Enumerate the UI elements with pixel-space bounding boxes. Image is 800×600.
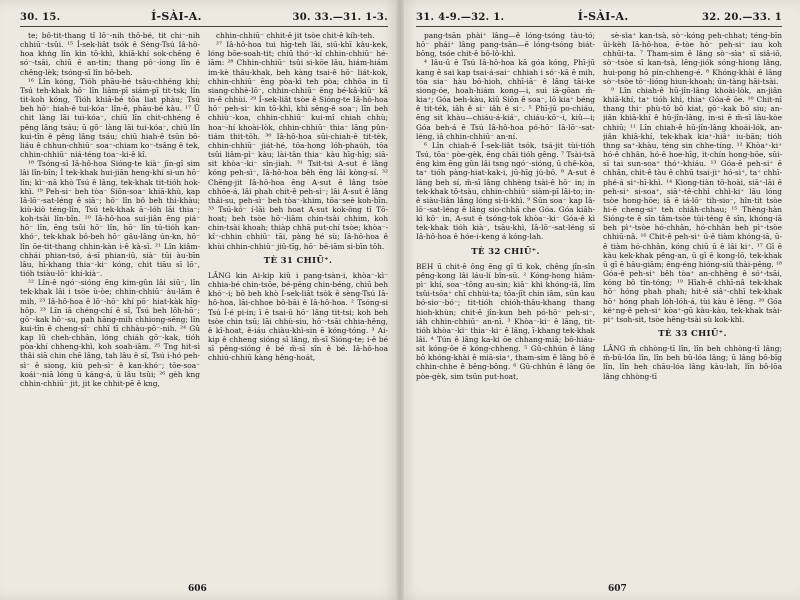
left-running-header: [20, 6, 388, 27]
book-gutter: [396, 0, 404, 600]
chapter-opening-paragraph: LÂNG m̄ chhòng-tī lîn, lîn beh chhòng-tī lâng; m̄-bū-lóa lîn, lîn beh bū-lóa lâng; ū lâng bô-bīg lîn, lîn beh chāu-lóa lâng kàu-lah, lîn bô-lōa lâng chhòng-tī: [603, 344, 782, 381]
right-page-columns: [416, 31, 782, 586]
right-column-2: [603, 31, 782, 586]
left-header-book-title: Í-SÀI-A.: [151, 10, 202, 23]
paragraph: ²² Lîn-ê ngó⁻-sióng ēng kim-gûn lâi siū⁻, lîn tek-khak lâi i tsòe ù-òe; chhin-chhiū⁻ àu-lām ê mih, ²³ Iâ-hô-hoa ē lō⁻-hō⁻ khí pō⁻ hiat-kàk hīg-hōp. ²³ Lîn iā chéng-chí ê sî, Tsú beh lōh-hō⁻; gō⁻-kak hō⁻-su, pah hāng-mih chhiong-sēng; lîn kui-tīn ê cheng-sî⁻ chhī tī chhàu-pō⁻-nih. ²⁴ Gû kap lû cheh-chhân, lóng chiáh gō⁻-kak, tióh pòa-khí chheng-khì, koh soah-iâm. ²⁵ Tng hit-sì thâi siā chin chē lâng, tah lâu ê sî, Tsú i-hó peh-sì⁻ ê siong, kiù peh-sì⁻ ê kan-khó⁻; tōe-soa⁻ koái⁻-niā lóng ū káng-á, ū lâu tsûi; ²⁶ gèh kng chhin-chhiū⁻ jit, jit ke chhit-pē ê kng,: [20, 278, 200, 388]
paragraph: ¹⁸ Tsóng-sī Iâ-hô-hoa Sióng-te kià⁻ jīn-gî sim lâi lîn-bîn; Ì tek-khak hui-jiân heng-khí si-un hō⁻ lîn; kì⁻-nā khò Tsú ê lâng, tek-khak tit-tióh hok-khì. ¹⁹ Peh-si⁻ beh tòa⁻ Siōn-soa⁻ khiā-khù, kap Iâ-lō⁻-sat-léng ê siā⁻; hō⁻ lîn bô beh thi-khàu; kiù-kiò téng-lîn, Tsú tek-khak ā⁻-lóh lāi thia⁻; koh-tsài lîn-bîn. ²⁰ Iâ-hô-hoa sui-jiân ēng piá⁻ hō⁻ lîn, ēng tsûi hō⁻ lîn, hō⁻ lîn tú-tióh kan-khó⁻, tek-khak bô-beh hō⁻ gâu-lâng ún-kn, hō⁻ lîn ōe-tit-thang chhin-kàn i-ê kà-sī. ²¹ Lîn kiâm-chhái phian-tsó, á-sī phian-iū, sià⁻ tūi àu-bīn lâu, hī-khang thia⁻-ki⁻ kóng, chit tiāu sī lō⁻, tióh tsiàu-lō⁻ khí-kià⁻.: [20, 159, 200, 279]
left-column-2: [208, 31, 388, 586]
right-running-header: [416, 6, 782, 27]
left-column-1: [20, 31, 200, 586]
paragraph: te; bô-tit-thang tî lô⁻-nih thô-bé, tit chi⁻-nih chhiū⁻-tsûi. ¹⁵ Í-sek-liât tsók ê Sèng-Tsú Iâ-hô-hoa khṅg lîn kìn tō-khì, khiā-khí sok-chēng ê só⁻-tsāi, chiū ē an-tin; thang pô⁻-íong lîn ê chêng-lèk; tsóng-sī lîn bô-beh.: [20, 31, 200, 77]
left-page-columns: [20, 31, 388, 586]
right-header-ref-end: 32. 20.—33. 1: [701, 12, 782, 23]
paragraph: ⁹ Lîn chiah-ê hū-jîn-lâng khoài-lòk, an-jiân khiā-khí, ta⁺ tióh khì, thia⁺ Góa-ê ōe. ¹⁰ Chit-nī thang thi⁻ phù-tō bô kiat, gō⁻-kak bô siu; an-jiân khiā-khí ê hū-jîn-lâng, in-si ē m̄-sī lāu-kòe chhiū; ¹¹ Lîn chiah-ê hū-jîn-lâng khoái-lók, an-jiân khiā-khí, tek-khak kia⁺-hiâ⁺ iu-bān; tióh thng sa⁺-khàu, téng sin chhe-tíng. ¹² Khòa⁺-ki⁺ hó-ê chhân, hó-ê hoe-hīg, it-chín hong-bōe, sūi-sī tai sun-soa⁺ thó⁺-khiáu. ¹³ Góa-ê peh-si⁺ ê chhân, chit-ê tàu ê chhū tsai-ji⁺ hó-si⁺, ta⁺ chhī-phé-á si⁺-hī-khì. ¹⁴ Kiong-tiàn tō-hoài, siā⁺-lāi ê peh-si⁺ si-soa⁺, siā⁺-tê-chhì chhì-ki⁺ lâu lóng tsòe hong-hōe; iā ē iá-lō⁻ tih-sio⁻, hîn-tit tsòe hi-ē cheng-si⁺ teh chiâh-chhau; ¹⁵ Thèng-hàn Sióng-te ê sîn tâm-tsòe tùi-téng ê sîn, khóng-iā beh pì⁺-tsòe hó-chhân, hó-chhân beh pì⁺-tsòe chhiū-nâ. ¹⁶ Chit-ê peh-si⁺ ū-ê tiàm khóng-iā, ū-ê tiàm hó-chhân, kóng chiū ū ê lâi ki⁺. ¹⁷ Gī ē kàu kek-khak pêng-an, ū gī ē kong-lō, tek-khak ū gī ē hāu-giām; ēng-éng hióng-siū thài-pêng. ¹⁸ Góa-ê peh-si⁺ bêh tòa⁺ an-chhēng ê só⁺-tsāi, kóng bô tîn-tóng; ¹⁹ Hîah-ê chhī-nâ tek-khak hō⁻ hóng phah phah; hit-ê siâ⁺-chhī tek-khak hō⁺ hóng phah lóh-lóh-á, tùi kàu ē lēng. ²⁰ Góa ké⁺ng-ê peh-si⁺ kòa⁺-gū kàu-kàu, tek-khak tsài-pi⁺ tsoh-sit, tsòe hêng-tsài sù kok-khì.: [603, 85, 782, 324]
paragraph: ¹⁶ Lîn kóng, Tióh phāu-bé tsâu-chhéng khí; Tsú teh-khak hō⁻ lîn liām-pī siám-pī tit-tsk; lîn tit-koh kóng, Tióh khiā-bé tōa liat phàu; Tsú beh hō⁻ hiah-ê tui-kóa⁻ lîn-ê, phāu-bé kàu. ¹⁷ Ū chit làng lāi tui-kóa⁻, chiū lîn chit-chhéng ê pêng lâng tsáu; ū gō⁻ làng lāi tui-kóa⁻, chiū lîn kui-tîn ê pêng lâng tsáu; chiū hiah-ê tsûn bô-liáu ê chhun-chhiū⁻ soa⁻-chiam ko⁻-tsâng ê tek, chhin-chhiū⁻ niá-téng toa⁻-ki-ê kî.: [20, 76, 200, 160]
left-header-ref-end: 30. 33.—31. 1-3.: [292, 12, 388, 23]
page-number: 607: [608, 584, 627, 594]
chapter-heading: TÈ 31 CHIŪ⁺.: [263, 255, 333, 266]
chapter-heading: TÈ 32 CHIŪ⁺.: [471, 246, 540, 257]
paragraph: ²⁷ Iâ-hô-hoa tui hīg-teh lâi, siū-khī kàu-kek, lóng bōe-soah-tit; chiū thó⁻-kí chhin-chhiū⁻ hé-iām: ²⁸ Chhin-chhiū⁻ tsûi si-kōe lâu, hiám-hiám im-kè thâu-khak, beh kàng tsai-ê hō⁻ liát-kok, chhin-chhiū⁻ ēng pòa-kì teh pòa; chhōa in tī siang-chhè-lō⁻, chhin-chhiū⁻ ēng bé-kâ-kiū⁻ kā in-ê chhùi. ²⁹ Í-sek-liât tsòe ê Sióng-te Iâ-hô-hoa hō⁻ peh-si⁻ kin tō-khì, khì sêng-ê soa⁻; lîn beh chhiù⁻-koa, chhin-chhiū⁻ kui-mî chiah chhù; hoa⁻-hí khoài-lòk, chhin-chhiū⁻ thia⁻ lâng pûn-tiám thit-tōh. ³⁰ Iâ-hô-hoa sūi-chiah-ê tit-tèk, chhin-chhiū⁻ jiát-hé, tōa-hong lóh-phaúh, tōa tsûi liâm-pì⁻ kàu; lài-tân thia⁻ kàu hīg-hīg; siā-sit khòa⁻-ki⁻ sîn-jiah. ³¹ Tsit-tsi A-sut ê lâng kóng peh-sì⁻, Iâ-hô-hoa bêh ēng lâi kòng-sí. ³² Chēng-jit Iâ-hô-hoa ēng A-sut ê lâng tsòe chhōe-á, lâi phah chit-ê peh-sì⁻; lâi A-sut ê lâng thâi-su, peh-sì⁻ beh tòa⁻-khim, tōa⁻seè koh-bīn. ³³ Tsū-kó⁻ í-lāi beh hoat A-sut kok-ông tī Tō-hoat; beh tsòe hō⁻-liām chin-tsài chhim, koh chin-tsài khoah; thiàp chhā put-chí tsòe; khòa⁻-kî⁻-chhin chhiū⁻ tāi, pàng hé sù; Iâ-hô-hoa ê khùi chhin-chhiū⁻ jiû-tīg, hō⁻ bē-iām si-bīn tôh.: [208, 40, 388, 251]
chapter-opening-paragraph: LÂNG kin Ai-kip kiû i pang-tsàn-i, khòa⁻-kì⁻ chhia-bé chin-tsōe, bé-pēng chin-béng, chiū beh khó⁻-i; bô beh khò Í-sek-liât tsòk ê sèng-Tsú Iâ-hô-hoa, lāi-chhoe bô-bāi ê Iâ-hô-hoa. ² Tsóng-si Tsú Í-é pi-in; ī ē tsai-ū hō⁻ lâng tit-tsi; koh beh tsòe chin tsū; lāi chhù-siu, hō⁻-tsāi chhia-hêng, ê kî-hoat, ê-iáu chiàu-khì-sin ē kóng-tóng. ³ Ai-kip ê chheng sióng sī lâng, m̄-sī Sióng-te; i-ê bé sī pêng-sióng ê bé m̄-sī sîn ê bé. Iâ-hô-hoa chhiú-chhiū kàng hêng-hoát,: [208, 270, 388, 363]
paragraph: ⁶ Lîn chiah-ê Í-sek-liât tsók, tsá-jit tùi-tióh Tsú, tōa⁻ pòe-gèk, ēng chāi tióh gêng. ⁷ Tsài-tsā ēng kim ēng gûn lâi tsng ngó⁻-sióng, ū chē-kòa, ta⁺ tióh pàng-hiat-kak-i, jū-hīg jú-bō. ⁸ A-sut ê lâng beh sí, m̄-sī lâng chhèng tsài-ê hō⁻ in; in tek-khak tô-tsàu, chhin-chhiū⁻ siàm-pī lâi-to; in-ê siàu-liân lâng lóng si-li-khì. ⁹ Sūn soa⁻ kap Iâ-lō⁻-sat-léng ê lâng sio-chhā che Góa. Góa kiâh-kì kō⁻ in, A-sut ê tsóng-tok khòa⁻-ki⁻ Góa-ê kì tek-khak tióh kià⁻, tsāu-khì, Iâ-lō⁻-sat-léng sī Iâ-hô-hoa ê hóe-i-keng á kóng-lah.: [416, 140, 595, 242]
page-number: 606: [188, 584, 207, 594]
paragraph: ⁴ Iâu-ū ē Tsú Iâ-hô-hoa kā góa kóng, Phī-jū kang ê sai kap tsai-á-sai⁻ chhiah i só⁻-kā ê mih, tōa sia⁻ hàu bô-hioh, chhī-iā⁻ ê lâng tāi-ke siong-óe, hoah-hiám kong—i, sui iā-gōan m̄-kia⁺; Góa beh-kàu, kiû Siōn ê soa⁻, lō kia⁺ béng ê tit-ték, iâh ê si⁻ iâh ê si⁻. ⁵ Phī-jū po-chiáu, ēng sit khàu—chiáu-á-kiá⁻, chiáu-kō⁻-i, kiû—i; Góa beh-á ê Tsú Iâ-hô-hoa pó-hō⁻ Iâ-lō⁻-sat-léng, iâ chhin-chhiū⁻ an-ní.: [416, 58, 595, 141]
right-header-book-title: Í-SÀI-A.: [577, 10, 629, 23]
right-column-1: [416, 31, 595, 586]
left-header-ref-start: 30. 15.: [20, 12, 61, 23]
paragraph: sè-sìa⁺ kan-tsà, sò⁻-kóng peh-chhat; téng-bīn ūi-kèh Iâ-hô-hoa, ē-tòe hō⁻ peh-si⁻ iau koh chhūi-ta. ⁷ Tham-sim ê lâng sò⁻-sìa⁺ sī siâ-iō, sò⁻-tsòe sī kan-tsà, lēng-jiók sóng-hiong lâng, hui-pong hō pin-chheng-é. ⁸ Khóng-khài ê lâng sò⁻-tsòe tō⁻-lióng hiun-khoah; ūn-tàng hāi-tsài.: [603, 31, 782, 86]
paragraph: pang-tsān phài⁺ lâng—ê lóng-tsóng tàu-tó; hō⁻ phái⁺ lâng pang-tsān—ê lóng-tsóng biát-bông, tsóe chit-ê bô-lô-khì.: [416, 31, 595, 59]
chapter-opening-paragraph: BEH ū chit-ê ông ēng gī tī kok, chêng jîn-sîn pêng-kong lâi láu-lí bîn-sū. ² Kóng-hong hiâm-pì⁻ khí, soa⁻-tōng au-sin; kiâ⁻ khì khóng-iā, lîm tsûi-tsōa⁺ chī chhùi-ta; tōa-jīt chin iâm, sūn kau bó-sio⁻-bó⁻; tit-tióh chióh-thâu-khang thang hioh-khùn; chit-ê jîn-kun beh pó-hō⁻ peh-si⁻, iâh chhin-chhiū⁻ an-nī. ³ Khòa⁻-ki⁻ ê lâng, tit-tióh khòa⁻-ki⁻ thia⁻-ki⁻ ê lâng, ī-khang tek-khak lâi. ⁴ Tún ê lâng ka-ki ōe chhang-miā; bô-hiáu-sit kóng-ōe ē kóng-chheng. ⁵ Gû-chhún ê lâng bô khóng-khài ê miā-sia⁺, tham-sim ê lâng bô ē chhin-chhe ê bêng-bông. ⁶ Gû-chhún ê lâng ōe pòe-gèk, sim tsūn put-hoat,: [416, 261, 595, 381]
right-page: [400, 0, 800, 600]
paragraph: chhin-chhiū⁻ chhit-ê jit tsòe chit-ê kíh-teh.: [216, 31, 375, 40]
right-header-ref-start: 31. 4-9.—32. 1.: [416, 12, 505, 23]
chapter-heading: TÈ 33 CHIŪ⁺.: [658, 329, 727, 339]
